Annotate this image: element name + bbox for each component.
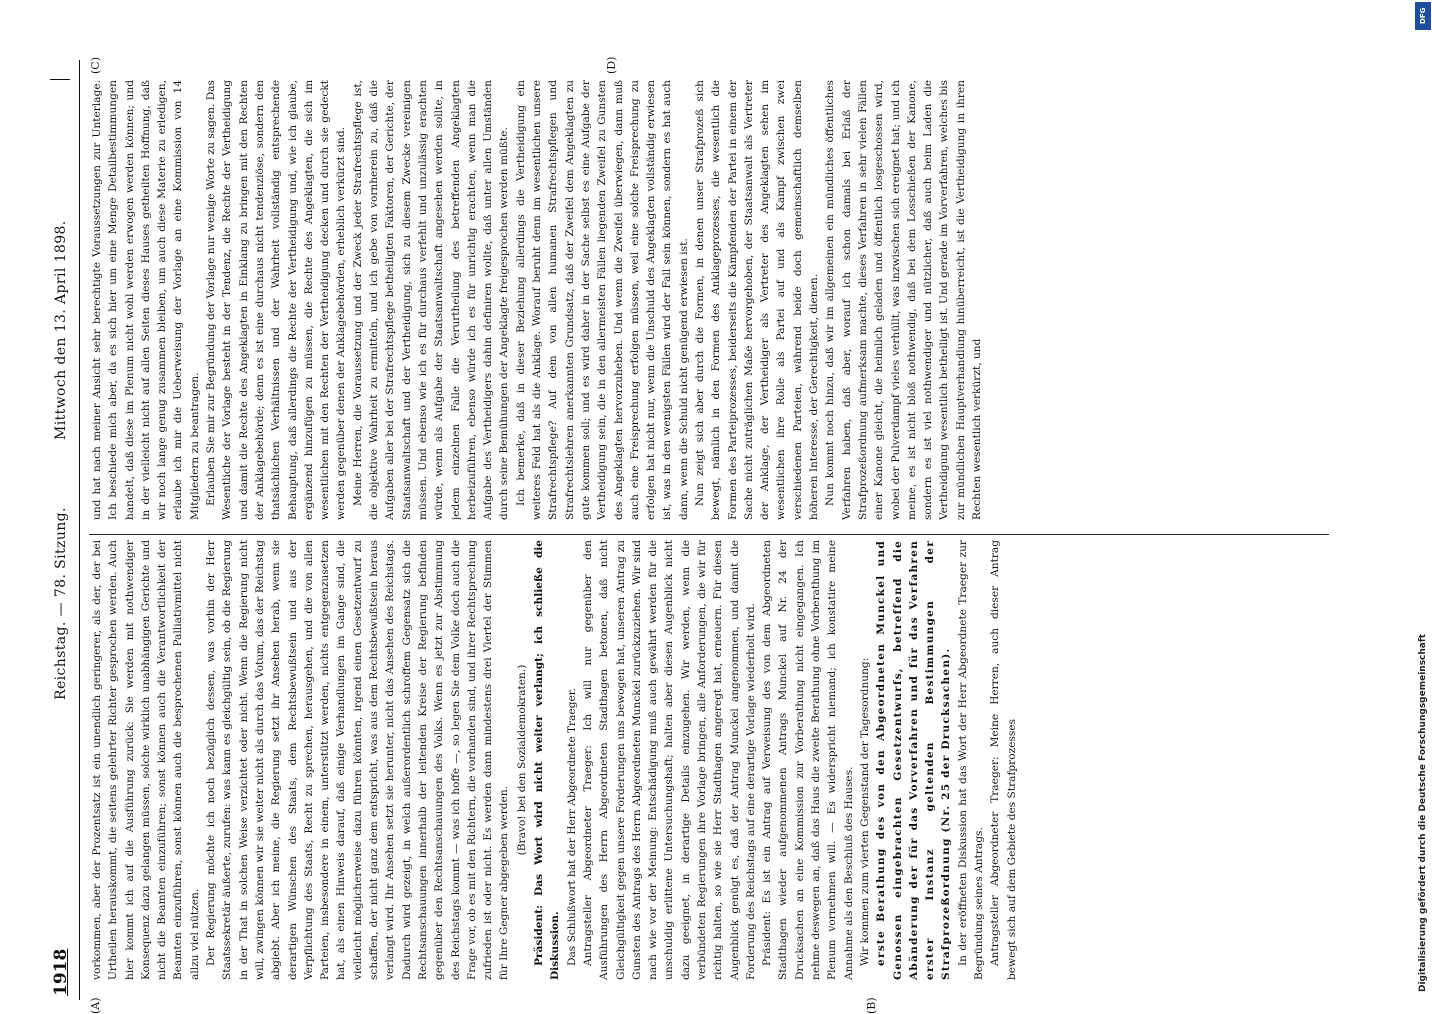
digitization-credit [1412, 0, 1432, 1000]
margin-marker-d: (D) [605, 56, 618, 74]
dfg-logo: DFG [1415, 2, 1431, 30]
left-column [89, 540, 1139, 980]
president-statement-1: Präsident: Das Wort wird nicht weiter verlangt; ich schließe die Diskussion. [533, 540, 562, 980]
right-paragraph-6: Nun kommt noch hinzu, daß wir im allgemeinen ein mündliches öffentliches Verfahren haben, daß aber, worauf ich schon damals bei Erlaß der Strafprozeßordnung aufmerksam machte, dieses Verfahren in sehr vielen Fällen einer Kanone gleicht, die heimlich geladen und öffentlich losgeschossen wird, wobei der Pulverdampf vieles verhüllt, was inzwischen sich ereignet hat; und ich meine, es ist nicht bloß nothwendig, daß bei dem Losschießen der Kanone, sondern es ist viel nothwendiger und nützlicher, daß auch beim Laden die Vertheidigung wesentlich betheiligt ist. Und gerade im Vorverfahren, welches bis zur mündlichen Hauptverhandlung hinüberreicht, ist die Vertheidigung in ihren Rechten wesentlich verkürzt, und [824, 80, 984, 520]
agenda-item: erste Berathung des von den Abgeordneten Munckel und Genossen eingebrachten Gesetzentwurfs, betreffend die Abänderung der für das Vorverfahren und für das Verfahren erster Instanz geltenden Bestimmungen der Strafprozeßordnung (Nr. 25 der Drucksachen). [875, 540, 953, 980]
right-paragraph-5: Nun zeigt sich aber durch die Formen, in denen unser Strafprozeß sich bewegt, nämlich in den Formen des Anklageprozesses, die wesentlich die Formen des Parteiprozesses, beiderseits die Kämpfenden der Partei in einem der Sache nicht zuträglichen Maße hervorgehoben, der Staatsanwalt als Vertreter der Anklage, der Vertheidiger als Vertreter des Angeklagten sehen im wesentlichen ihre Rolle als Partei auf und als Kampf zwischen zwei verschiedenen Parteien, während beide doch gemeinschaftlich demselben höheren Interesse, der Gerechtigkeit, dienen. [693, 80, 821, 520]
right-paragraph-4: Ich bemerke, daß in dieser Beziehung allerdings die Vertheidigung ein weiteres Feld hat als die Anklage. Worauf beruht denn im wesentlichen unsere Strafrechtspflege? Auf dem von allen humanen Strafrechtspflegen und Strafrechtslehren anerkannten Grundsatz, daß der Zweifel dem Angeklagten zu gute kommen soll; und es wird daher in der Sache selbst es eine Aufgabe der Vertheidigung sein, die in den allermeisten Fällen liegenden Zweifel zu Gunsten des Angeklagten hervorzuheben. Und wenn die Zweifel überwiegen, dann muß auch eine Freisprechung erfolgen müssen, weil eine solche Freisprechung zu erfolgen hat nicht nur, wenn die Unschuld des Angeklagten vollständig erwiesen ist, was in den wenigsten Fällen wird der Fall sein können, sondern es hat auch dann, wenn die Schuld nicht genügend erwiesen ist. [514, 80, 690, 520]
schlusswort-line: Das Schlußwort hat der Herr Abgeordnete Traeger. [565, 687, 578, 966]
traeger-speech-2: Antragsteller Abgeordneter Traeger: Meine Herren, auch dieser Antrag bewegt sich auf dem Gebiete des Strafprozesses [989, 540, 1018, 980]
traeger-speech: Antragsteller Abgeordneter Traeger: Ich will nur gegenüber den Ausführungen des Herrn Abgeordneten Stadthagen betonen, daß nicht Gleichgültigkeit gegen unsere Forderungen uns bewogen hat, unseren Antrag zu Gunsten des Antrags des Herrn Abgeordneten Munckel zurückzuziehen. Wir sind nach wie vor der Meinung: Entschädigung muß auch gewährt werden für die unschuldig erlittene Untersuchungshaft; halten aber diesen Augenblick nicht dazu geeignet, in derartige Details einzugehen. Wir werden, wenn die verbündeten Regierungen ihre Vorlage bringen, alle Anforderungen, die wir für richtig halten, so wie sie Herr Stadthagen angeregt hat, erneuern. Für diesen Augenblick genügt es, daß der Antrag Munckel angenommen, und damit die Forderung des Reichstags auf eine derartige Vorlage wiederholt wird. [581, 540, 757, 980]
margin-marker-c: (C) [89, 57, 102, 74]
right-paragraph-2: Erlauben Sie mir zur Begründung der Vorlage nur wenige Worte zu sagen. Das Wesentliche der Vorlage besteht in der Tendenz, die Rechte der Vertheidigung und damit die Rechte des Angeklagten in Einklang zu bringen mit den Rechten der Anklagebehörde; denn es ist eine durchaus nicht tendenziöse, sondern den thatsächlichen Verhältnissen und der Wahrheit vollständig entsprechende Behauptung, daß allerdings die Rechte der Vertheidigung und, wie ich glaube, ergänzend hinzufügen zu müssen, die Rechte des Angeklagten, die sich im wesentlichen mit den Rechten der Vertheidigung decken und durch sie gedeckt werden gegenüber denen der Anklagebehörden, erheblich verkürzt sind. [205, 80, 348, 520]
header-rule [50, 79, 70, 120]
margin-marker-b: (B) [865, 997, 878, 1014]
margin-marker-a: (A) [89, 997, 102, 1014]
credit-text: Digitalisierung gefördert durch die Deutsche Forschungsgemeinschaft [1418, 633, 1428, 992]
applause-note: (Bravo! bei den Sozialdemokraten.) [515, 664, 528, 856]
document-page [45, 56, 1425, 1014]
left-paragraph-1: vorkommen, aber der Prozentsatz ist ein unendlich geringerer, als der, der bei Urtheilen herauskommt, die seitens gelehrter Richter gesprochen werden. Auch hier kommt ich auf die Ausführung zurück: Sie werden mit nothwendiger Konsequenz dazu gelangen müssen, solche wirklich unabhängigen Gerichte und nicht die Beamten einzuführen; sonst können auch die Verantwortlichkeit der Beamten einzuführen, sonst können auch die besprochenen Palliativmittel nicht allzu viel nützen. [91, 540, 201, 980]
page-title: Reichstag. — 78. Sitzung. [53, 507, 69, 700]
agenda-intro: Wir kommen zum vierten Gegenstand der Tagesordnung: [858, 657, 871, 966]
page-number: 1918 [51, 948, 71, 996]
right-paragraph-1: und hat nach meiner Ansicht sehr berechtigte Voraussetzungen zur Unterlage. Ich beschiede mich aber, da es sich hier um eine Menge Detailbestimmungen handelt, daß diese im Plenum nicht wohl werden erwogen werden können; und in der vielleicht nicht auf allen Seiten dieses Hauses getheilten Hoffnung, daß wir noch lange genug zusammen bleiben, um auch diese Materie zu erledigen, erlaube ich mir die Ueberweisung der Vorlage an eine Kommission von 14 Mitgliedern zu beantragen. [91, 80, 201, 520]
right-paragraph-3: Meine Herren, die Voraussetzung und der Zweck jeder Strafrechtspflege ist, die objektive Wahrheit zu ermitteln, und ich gebe von vornherein zu, daß die Aufgaben aller bei der Strafrechtspflege betheiligten Faktoren, der Gerichte, der Staatsanwaltschaft und der Vertheidigung, sich zu diesem Zwecke vereinigen müssen. Und ebenso wie ich es für durchaus verfehlt und unzulässig erachten würde, wenn als Aufgabe der Staatsanwaltschaft angesehen werden sollte, in jedem einzelnen Falle die Verurtheilung des betreffenden Angeklagten herbeizuführen, ebenso würde ich es für unrichtig erachten, wenn man die Aufgabe des Vertheidigers dahin definiren wollte, daß unter allen Umständen durch seine Bemühungen der Angeklagte freigesprochen werden müßte. [351, 80, 511, 520]
left-paragraph-2: Der Regierung möchte ich noch bezüglich dessen, was vorhin der Herr Staatssekretär äußerte, zurufen: was kann es gleichgültig sein, ob die Regierung in der That in solchen Weise verzichtet oder nicht. Wenn die Regierung nicht will, zwingen können wir sie weiter nicht als durch das Votum, das der Reichstag abgiebt. Aber ich meine, die Regierung setzt ihr Ansehen herab, wenn sie derartigen Wünschen des Staats, dem Rechtsbewußtsein und aus der Verpflichtung des Staats, Recht zu sprechen, herausgehen, und die von allen Parteien, insbesondere in einem, unterstützt werden, nichts entgegenzusetzen hat, als einen Hinweis darauf, daß einige Verhandlungen im Gange sind, die vielleicht möglicherweise dazu führen könnten, irgend einen Gesetzentwurf zu schaffen, der nicht ganz dem entspricht, was aus dem Rechtsbewußtsein heraus verlangt wird. Ihr Ansehen setzt sie herunter, nicht das Ansehen des Reichstags. Dadurch wird gezeigt, in welch außerordentlich schroffem Gegensatz sich die Rechtsanschauungen innerhalb der leitenden Kreise der Regierung befinden gegenüber den Rechtsanschauungen des Volks. Wenn es jetzt zur Abstimmung des Reichstags kommt — was ich hoffe —, so legen Sie dem Volke doch auch die Frage vor, ob es mit den Richtern, die vorhanden sind, und ihrer Rechtsprechung zufrieden ist oder nicht. Es werden dann mindestens drei Viertel der Stimmen für Ihre Gegner abgegeben werden. [205, 540, 511, 980]
page-header [45, 60, 80, 1000]
right-column [89, 80, 1139, 520]
page-date: Mittwoch den 13. April 1898. [53, 220, 69, 440]
agenda-followup: In der eröffneten Diskussion hat das Wort der Herr Abgeordnete Traeger zur Begründung seines Antrags. [956, 540, 986, 980]
president-statement-2: Präsident: Es ist ein Antrag auf Verweisung des von dem Abgeordneten Stadthagen wieder aufgenommenen Antrags Munckel auf Nr. 24 der Drucksachen an eine Kommission zur Vorberathung nicht eingegangen. Ich nehme deswegen an, daß das Haus die zweite Berathung ohne Vorberathung im Plenum vornehmen will. — Es widerspricht niemand; ich konstatire meine Annahme als den Beschluß des Hauses. [761, 540, 855, 980]
column-divider [89, 534, 1329, 535]
